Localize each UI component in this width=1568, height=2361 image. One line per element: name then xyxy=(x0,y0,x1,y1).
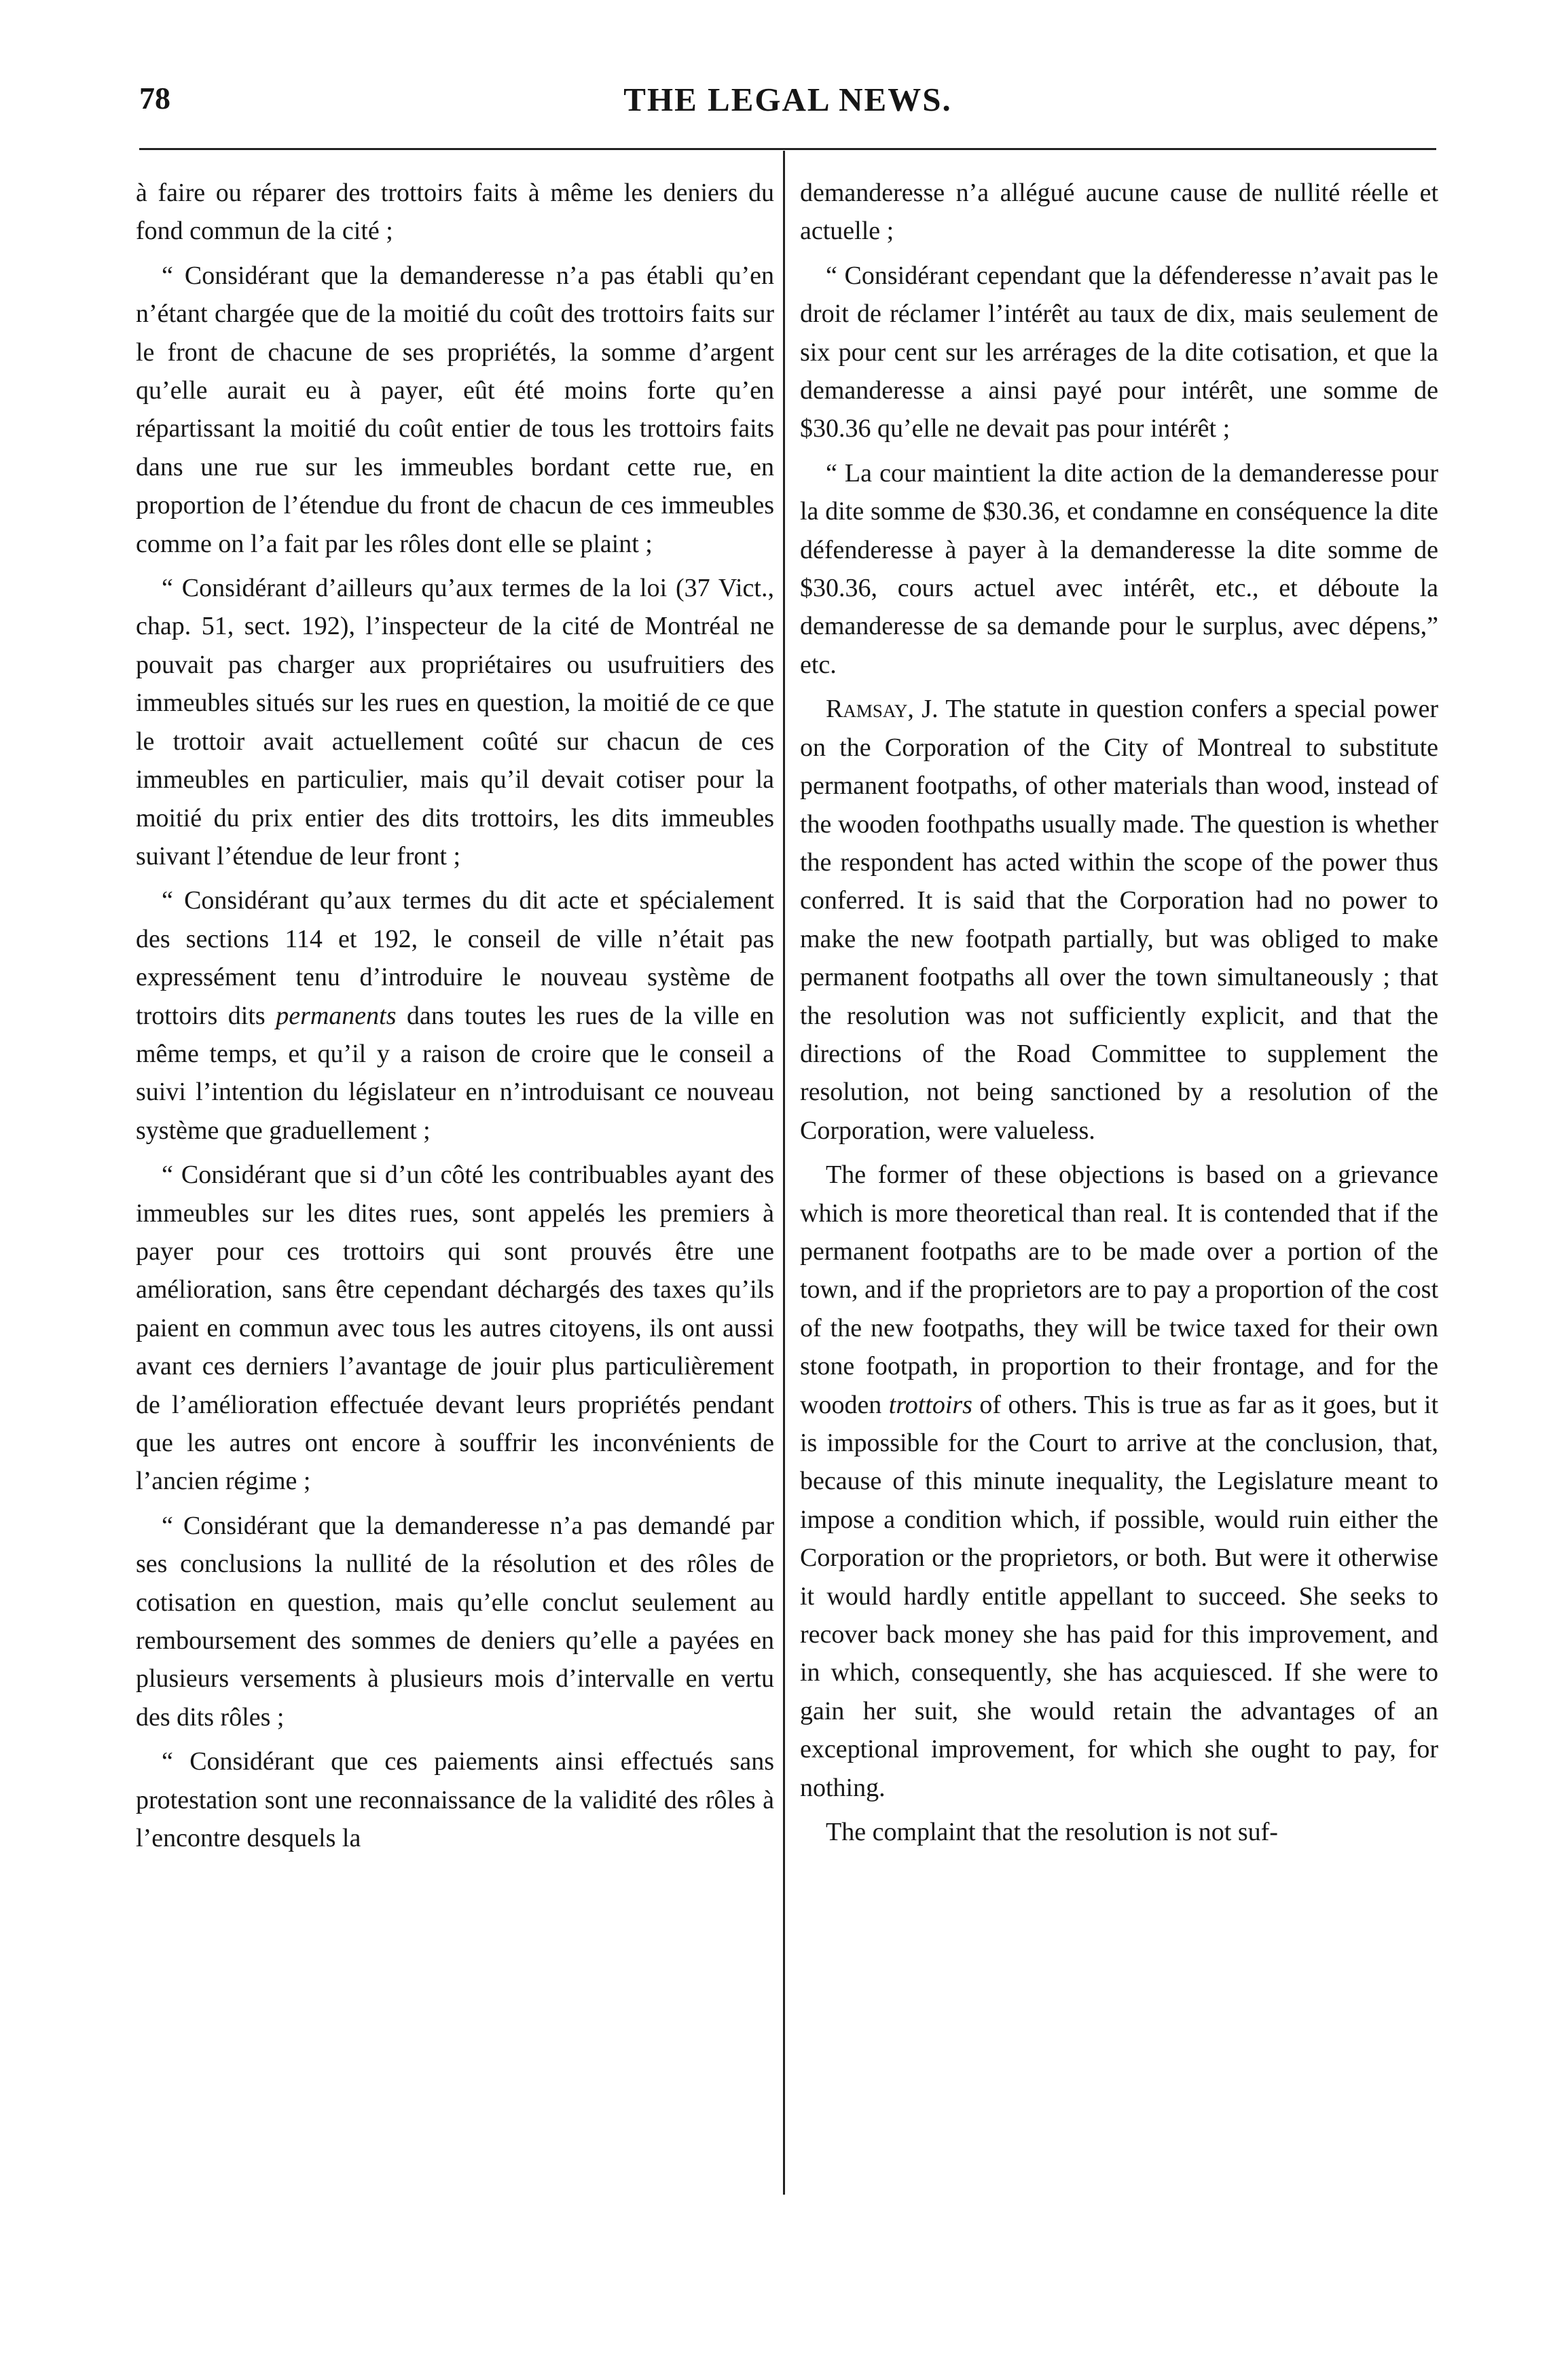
paragraph: “ Considérant qu’aux termes du dit acte et spécialement des sections 114 et 192, le conseil de ville n’était pas expressément tenu d’introduire le nouveau système de trottoirs dits permanents dans toutes les rues de la ville en même temps, et qu’il y a raison de croire que le conseil a suivi l’intention du législateur en n’introduisant ce nouveau système que graduellement ; xyxy=(136,886,775,1145)
paragraph: “ Considérant que la demanderesse n’a pas demandé par ses conclusions la nullité de la résolution et des rôles de cotisation en question, mais qu’elle conclut seulement au remboursement des sommes de deniers qu’elle a payées en plusieurs versements à plusieurs mois d’intervalle en vertu des dits rôles ; xyxy=(136,1511,774,1732)
left-column xyxy=(136,174,774,1863)
paragraph: The complaint that the resolution is not suf- xyxy=(826,1818,1278,1847)
right-column xyxy=(800,174,1438,1857)
paragraph: demanderesse n’a allégué aucune cause de nullité réelle et actuelle ; xyxy=(800,179,1438,246)
paragraph: “ Considérant d’ailleurs qu’aux termes de la loi (37 Vict., chap. 51, sect. 192), l’inspecteur de la cité de Montréal ne pouvait pas charger aux propriétaires ou usufruitiers des immeubles situés sur les rues en question, la moitié de ce que le trottoir avait actuellement coûté sur chacun de ces immeubles en particulier, mais qu’il devait cotiser pour la moitié du prix entier des dits trottoirs, les dits immeubles suivant l’étendue de leur front ; xyxy=(136,574,774,871)
paragraph: The former of these objections is based on a grievance which is more theoretical than real. It is contended that if the permanent footpaths are to be made over a portion of the town, and if the proprietors are to pay a proportion of the cost of the new footpaths, they will be twice taxed for their own stone footpath, in proportion to their frontage, and for the wooden trottoirs of others. This is true as far as it goes, but it is impossible for the Court to arrive at the conclusion, that, because of this minute inequality, the Legislature meant to impose a condition which, if possible, would ruin either the Corporation or the proprietors, or both. But were it otherwise it would hardly entitle appellant to succeed. She seeks to recover back money she has paid for this improvement, and in which, consequently, she has acquiesced. If she were to gain her suit, she would retain the advantages of an exceptional improvement, for which she ought to pay, for nothing. xyxy=(800,1160,1439,1802)
judge-name: Ramsay, J. xyxy=(826,695,938,724)
paragraph: “ La cour maintient la dite action de la demanderesse pour la dite somme de $30.36, et condamne en conséquence la dite défenderesse à payer à la demanderesse la dite somme de $30.36, cours actuel avec intérêt, etc., et déboute la demanderesse de sa demande pour le surplus, avec dépens,” etc. xyxy=(800,458,1438,679)
italic-term: trottoirs xyxy=(888,1390,972,1419)
italic-term: permanents xyxy=(276,1001,397,1030)
paragraph: “ Considérant que si d’un côté les contribuables ayant des immeubles sur les dites rues, sont appelés les premiers à payer pour ces trottoirs qui sont prouvés être une amélioration, sans être cependant déchargés des taxes qu’ils paient en commun avec tous les autres citoyens, ils ont aussi avant ces derniers l’avantage de jouir plus particulièrement de l’amélioration effectuée devant leurs propriétés pendant que les autres ont encore à souffrir les inconvénients de l’ancien régime ; xyxy=(136,1160,774,1496)
paragraph: Ramsay, J. The statute in question confers a special power on the Corporation of the City of Montreal to substitute permanent footpaths, of other materials than wood, instead of the wooden foothpaths usually made. The question is whether the respondent has acted within the scope of the power thus conferred. It is said that the Corporation had no power to make the new footpath partially, but was obliged to make permanent footpaths all over the town simultaneously ; that the resolution was not sufficiently explicit, and that the directions of the Road Committee to supplement the resolution, not being sanctioned by a resolution of the Corporation, were valueless. xyxy=(800,695,1438,1145)
header-rule xyxy=(139,148,1436,150)
paragraph: “ Considérant que ces paiements ainsi effectués sans protestation sont une reconnaissance de la validité des rôles à l’encontre desquels la xyxy=(136,1747,774,1853)
page-header xyxy=(139,80,1436,121)
page-number: 78 xyxy=(139,81,170,115)
paragraph: “ Considérant que la demanderesse n’a pas établi qu’en n’étant chargée que de la moitié du coût des trottoirs faits sur le front de chacune de ses propriétés, la somme d’argent qu’elle aurait eu à payer, eût été moins forte qu’en répartissant la moitié du coût entier de tous les trottoirs faits dans une rue sur les immeubles bordant cette rue, en proportion de l’étendue du front de chacun de ces immeubles comme on l’a fait par les rôles dont elle se plaint ; xyxy=(136,261,774,558)
paragraph: à faire ou réparer des trottoirs faits à même les deniers du fond commun de la cité ; xyxy=(136,179,774,246)
column-divider xyxy=(783,151,785,2195)
paragraph: “ Considérant cependant que la défenderesse n’avait pas le droit de réclamer l’intérêt au taux de dix, mais seulement de six pour cent sur les arrérages de la dite cotisation, et que la demanderesse a ainsi payé pour intérêt, une somme de $30.36 qu’elle ne devait pas pour intérêt ; xyxy=(800,261,1438,443)
running-title: THE LEGAL NEWS. xyxy=(623,81,952,118)
